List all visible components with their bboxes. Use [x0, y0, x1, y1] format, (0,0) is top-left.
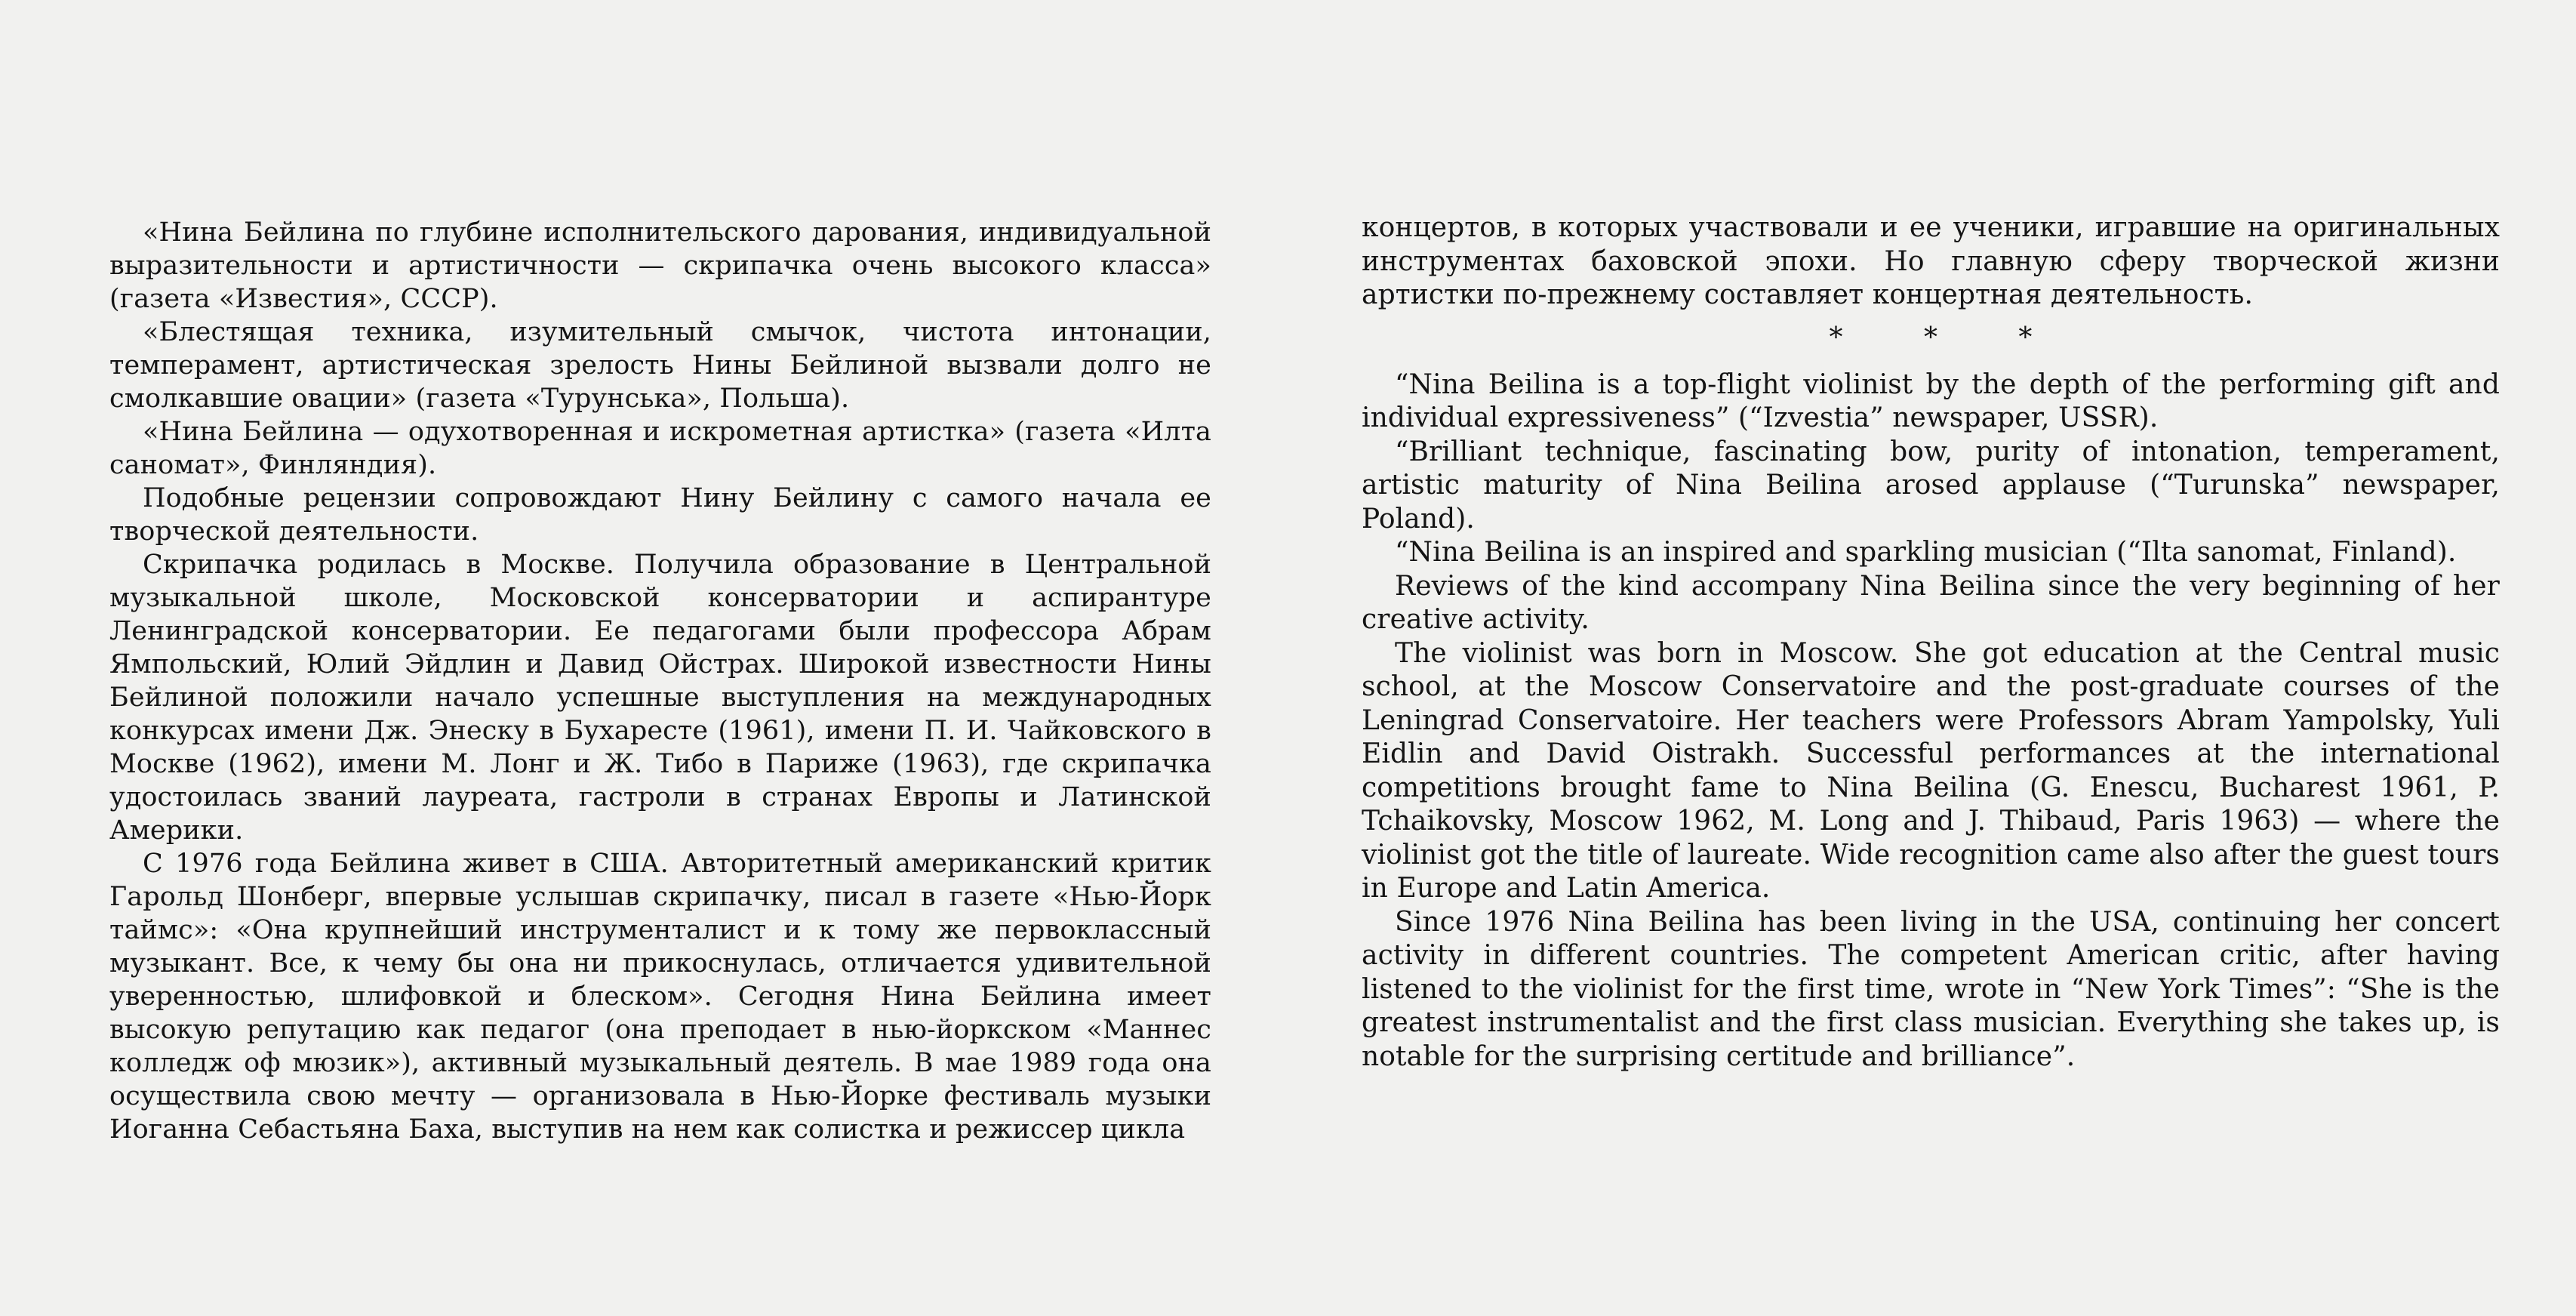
english-text-column [1362, 0, 2500, 1074]
english-usa-career: Since 1976 Nina Beilina has been living in the USA, continuing her concert activity in different countries. The competent American critic, after having listened to the violinist for the first time, wrote in “New York Times”: “She is the greatest instrumentalist and the first class musician. Everything she takes up, is notable for the surprising certitude and brilliance”. [1362, 906, 2500, 1072]
russian-review-ilta-sanomat: «Нина Бейлина — одухотворенная и искрометная артистка» (газета «Илта саномат», Финляндия). [109, 417, 1211, 480]
english-review-ilta-sanomat: “Nina Beilina is an inspired and sparkling musician (“Ilta sanomat, Finland). [1395, 537, 2457, 568]
russian-review-izvestia: «Нина Бейлина по глубине исполнительского дарования, индивидуальной выразительности и артистичности — скрипачка очень высокого класса» (газета «Известия», СССР). [109, 217, 1211, 314]
english-reviews-summary: Reviews of the kind accompany Nina Beilina since the very beginning of her creative activity. [1362, 570, 2500, 635]
russian-biography: Скрипачка родилась в Москве. Получила образование в Центральной музыкальной школе, Московской консерватории и аспирантуре Ленинградской консерватории. Ее педагогами были профессора Абрам Ямпольский, Юлий Эйдлин и Давид Ойстрах. Широкой известности Нины Бейлиной положили начало успешные выступления на международных конкурсах имени Дж. Энеску в Бухаресте (1961), имени П. И. Чайковского в Москве (1962), имени М. Лонг и Ж. Тибо в Париже (1963), где скрипачка удостоилась званий лауреата, гастроли в странах Европы и Латинской Америки. [109, 550, 1211, 846]
english-biography: The violinist was born in Moscow. She got education at the Central music school, at the Moscow Conservatoire and the post-graduate courses of the Leningrad Conservatoire. Her teachers were Professors Abram Yampolsky, Yuli Eidlin and David Oistrakh. Successful performances at the international competitions brought fame to Nina Beilina (G. Enescu, Bucharest 1961, P. Tchaikovsky, Moscow 1962, M. Long and J. Thibaud, Paris 1963) — where the violinist got the title of laureate. Wide recognition came also after the guest tours in Europe and Latin America. [1362, 637, 2500, 904]
russian-text-continuation: концертов, в которых участвовали и ее ученики, игравшие на оригинальных инструментах баховской эпохи. Но главную сферу творческой жизни артистки по-прежнему составляет концертная деятельность. [1362, 212, 2500, 310]
english-review-turunska: “Brilliant technique, fascinating bow, purity of intonation, temperament, artistic maturity of Nina Beilina arosed applause (“Turunska” newspaper, Poland). [1362, 436, 2500, 535]
section-separator: * * * [1829, 322, 2069, 353]
russian-review-turunska: «Блестящая техника, изумительный смычок, чистота интонации, темперамент, артистическая зрелость Нины Бейлиной вызвали долго не смолкавшие овации» (газета «Турунська», Польша). [109, 317, 1211, 414]
russian-text-column [109, 0, 1211, 1146]
english-review-izvestia: “Nina Beilina is a top-flight violinist by the depth of the performing gift and individual expressiveness” (“Izvestia” newspaper, USSR). [1362, 368, 2500, 433]
russian-reviews-summary: Подобные рецензии сопровождают Нину Бейлину с самого начала ее творческой деятельности. [109, 483, 1211, 547]
russian-usa-career: С 1976 года Бейлина живет в США. Авторитетный американский критик Гарольд Шонберг, впервые услышав скрипачку, писал в газете «Нью-Йорк таймс»: «Она крупнейший инструменталист и к тому же первоклассный музыкант. Все, к чему бы она ни прикоснулась, отличается удивительной уверенностью, шлифовкой и блеском». Сегодня Нина Бейлина имеет высокую репутацию как педагог (она преподает в нью-йоркском «Маннес колледж оф мюзик»), активный музыкальный деятель. В мае 1989 года она осуществила свою мечту — организовала в Нью-Йорке фестиваль музыки Иоганна Себастьяна Баха, выступив на нем как солистка и режиссер цикла [109, 849, 1211, 1145]
